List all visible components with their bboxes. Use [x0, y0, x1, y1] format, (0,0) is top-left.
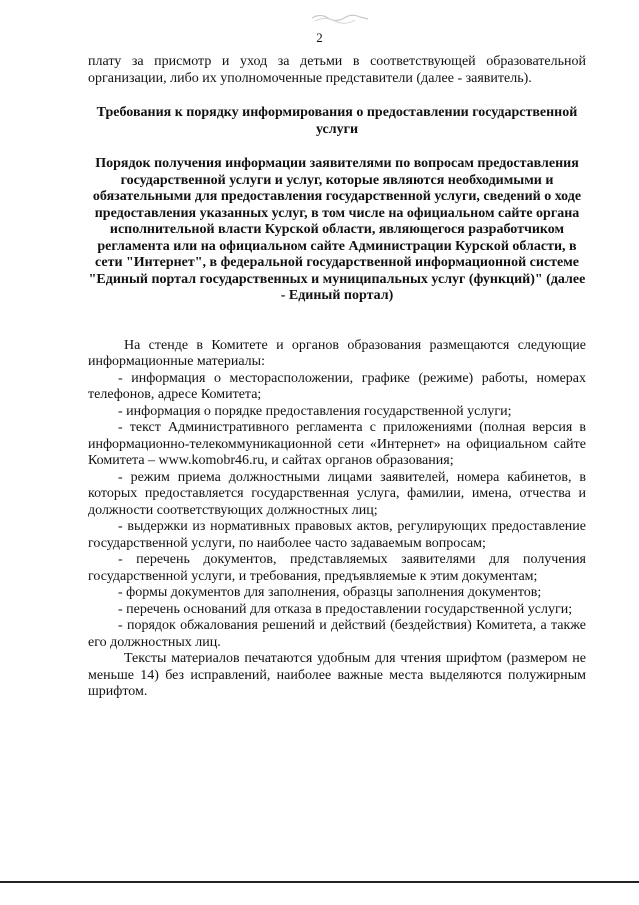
list-item: - режим приема должностными лицами заявителей, номера кабинетов, в которых предоставляется государственная услуга, фамилии, имена, отчества и должности соответствующих должностных лиц;	[88, 469, 586, 518]
subsection-heading: Порядок получения информации заявителями по вопросам предоставления государственной услуги и услуг, которые являются необходимыми и обязательными для предоставления государственной услуги, сведений о ходе предоставления указанных услуг, в том числе на официальном сайте органа исполнительной власти Курской области, являющегося разработчиком регламента или на официальном сайте Администрации Курской области, в сети "Интернет", в федеральной государственной информационной системе "Единый портал государственных и муниципальных услуг (функций)" (далее - Единый портал)	[88, 156, 586, 303]
list-item: - порядок обжалования решений и действий (бездействия) Комитета, а также его должностных лиц.	[88, 618, 586, 650]
list-item: - текст Административного регламента с приложениями (полная версия в информационно-телекоммуникационной сети «Интернет» на официальном сайте Комитета – www.komobr46.ru, и сайтах органов образования;	[88, 420, 586, 468]
list-item: - выдержки из нормативных правовых актов, регулирующих предоставление государственной услуги, по наиболее часто задаваемым вопросам;	[88, 519, 586, 551]
document-body	[88, 54, 586, 701]
list-item: - информация о порядке предоставления государственной услуги;	[118, 403, 512, 419]
continuation-text: плату за присмотр и уход за детьми в соответствующей образовательной организации, либо их уполномоченные представители (далее - заявитель).	[88, 54, 586, 86]
list-item: - информация о месторасположении, графике (режиме) работы, номерах телефонов, адресе Комитета;	[88, 370, 586, 402]
section-heading: Требования к порядку информирования о предоставлении государственной услуги	[96, 105, 578, 137]
list-item: - формы документов для заполнения, образцы заполнения документов;	[118, 585, 542, 600]
closing-paragraph: Тексты материалов печатаются удобным для чтения шрифтом (размером не меньше 14) без исправлений, наиболее важные места выделяются полужирным шрифтом.	[88, 651, 586, 699]
page-number: 2	[316, 30, 323, 45]
stamp-mark	[310, 12, 370, 24]
intro-paragraph: На стенде в Комитете и органов образования размещаются следующие информационные материалы:	[88, 337, 586, 369]
list-item: - перечень документов, представляемых заявителями для получения государственной услуги, и требования, предъявляемые к этим документам;	[88, 552, 586, 584]
page-bottom-border	[0, 881, 639, 883]
list-item: - перечень оснований для отказа в предоставлении государственной услуги;	[118, 601, 573, 617]
